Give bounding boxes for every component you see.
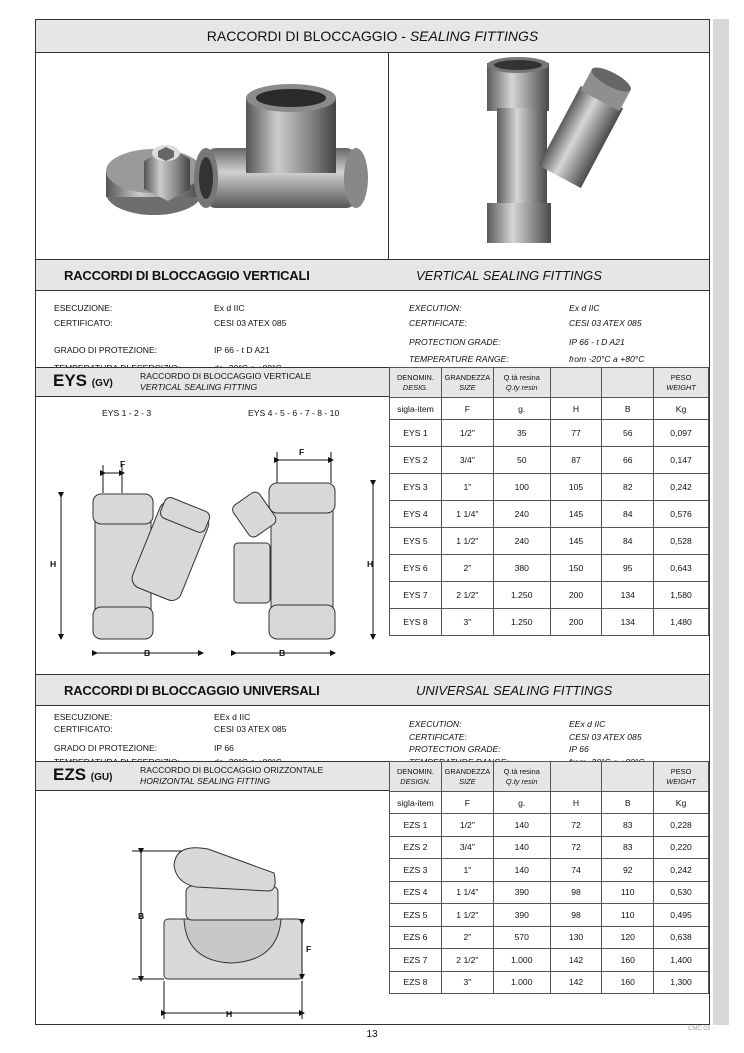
table-row <box>390 528 709 555</box>
table-cell: 240 <box>493 528 550 555</box>
spec-label: GRADO DI PROTEZIONE: <box>54 345 158 355</box>
table-cell: 160 <box>602 949 654 972</box>
eys-table <box>389 367 709 636</box>
table-cell: 3" <box>441 971 493 994</box>
ezs-dim-h: H <box>226 1009 233 1019</box>
spec-label: CERTIFICATE: <box>409 318 467 328</box>
spec-label: EXECUTION: <box>409 719 462 729</box>
photo-vertical-fitting <box>389 53 709 259</box>
table-cell: 98 <box>550 881 602 904</box>
table-cell: 1 1/2" <box>441 528 493 555</box>
table-cell: 0,528 <box>654 528 709 555</box>
eys-dim-b-left: B <box>144 648 151 658</box>
header-cell: DENOMIN. DESIGN. <box>390 762 442 792</box>
spec-label: PROTECTION GRADE: <box>409 337 501 347</box>
table-cell: 0,147 <box>654 447 709 474</box>
spec-label: ESECUZIONE: <box>54 712 113 722</box>
spec-label: ESECUZIONE: <box>54 303 113 313</box>
table-row <box>390 949 709 972</box>
spec-label: CERTIFICATE: <box>409 732 467 742</box>
spec-value: EEx d IIC <box>214 712 251 722</box>
table-row <box>390 971 709 994</box>
title-en: SEALING FITTINGS <box>409 28 539 44</box>
photo-row <box>36 53 709 259</box>
spec-value: CESI 03 ATEX 085 <box>569 732 642 742</box>
eys-dim-h-right: H <box>367 559 374 569</box>
table-cell: 0,643 <box>654 555 709 582</box>
table-cell: 0,097 <box>654 420 709 447</box>
table-header-row <box>390 762 709 792</box>
spec-label: EXECUTION: <box>409 303 462 313</box>
spec-value: EEx d IIC <box>569 719 606 729</box>
eys-diagram <box>36 397 390 667</box>
header-cell: PESO WEIGHT <box>654 762 709 792</box>
table-cell: 0,530 <box>654 881 709 904</box>
table-row <box>390 881 709 904</box>
table-cell: 2" <box>441 926 493 949</box>
table-cell: 84 <box>602 528 654 555</box>
table-row <box>390 420 709 447</box>
table-cell: 140 <box>493 814 550 837</box>
table-cell: 56 <box>602 420 654 447</box>
unit-cell: g. <box>493 398 550 420</box>
side-bar <box>713 19 729 1025</box>
table-row <box>390 474 709 501</box>
vertical-heading-en: VERTICAL SEALING FITTINGS <box>416 268 602 283</box>
table-cell: 0,228 <box>654 814 709 837</box>
table-cell: 570 <box>493 926 550 949</box>
units-row <box>390 792 709 814</box>
spec-label: PROTECTION GRADE: <box>409 744 501 754</box>
table-cell: 0,576 <box>654 501 709 528</box>
spec-value: Ex d IIC <box>214 303 245 313</box>
spec-value: from -20°C a +80°C <box>569 354 645 364</box>
table-cell: 83 <box>602 814 654 837</box>
table-cell: 77 <box>550 420 602 447</box>
spec-value: CESI 03 ATEX 085 <box>214 318 287 328</box>
table-cell: 1" <box>441 474 493 501</box>
table-row <box>390 814 709 837</box>
unit-cell: H <box>550 398 602 420</box>
unit-cell: B <box>602 398 654 420</box>
eys-code-suffix: (GV) <box>91 378 113 389</box>
header-cell: Q.tà resina Q.ty resin <box>493 368 550 398</box>
table-cell: 240 <box>493 501 550 528</box>
table-cell: 134 <box>602 582 654 609</box>
table-cell: 2 1/2" <box>441 582 493 609</box>
unit-cell: B <box>602 792 654 814</box>
catalog-page <box>35 19 710 1025</box>
vertical-specs <box>36 291 709 367</box>
table-cell: 145 <box>550 501 602 528</box>
table-cell: EYS 1 <box>390 420 442 447</box>
photo-fittings-pair <box>36 53 389 259</box>
table-cell: 84 <box>602 501 654 528</box>
table-cell: EYS 5 <box>390 528 442 555</box>
table-cell: 1 1/4" <box>441 501 493 528</box>
spec-value: CESI 03 ATEX 085 <box>214 724 287 734</box>
unit-cell: Kg <box>654 398 709 420</box>
table-cell: 0,242 <box>654 859 709 882</box>
table-cell: EYS 3 <box>390 474 442 501</box>
ezs-dim-b: B <box>138 911 145 921</box>
table-cell: EYS 4 <box>390 501 442 528</box>
unit-cell: g. <box>493 792 550 814</box>
table-cell: 130 <box>550 926 602 949</box>
table-cell: 390 <box>493 881 550 904</box>
unit-cell: F <box>441 792 493 814</box>
table-cell: 2 1/2" <box>441 949 493 972</box>
eys-label-right: EYS 4 - 5 - 6 - 7 - 8 - 10 <box>248 408 340 418</box>
table-cell: 0,242 <box>654 474 709 501</box>
title-it: RACCORDI DI BLOCCAGGIO - <box>206 28 410 44</box>
table-row <box>390 926 709 949</box>
table-cell: 150 <box>550 555 602 582</box>
table-cell: 2" <box>441 555 493 582</box>
table-cell: EYS 6 <box>390 555 442 582</box>
table-cell: 380 <box>493 555 550 582</box>
table-cell: 140 <box>493 836 550 859</box>
table-cell: 390 <box>493 904 550 927</box>
table-cell: EZS 6 <box>390 926 442 949</box>
table-row <box>390 447 709 474</box>
spec-label: GRADO DI PROTEZIONE: <box>54 743 158 753</box>
table-cell: 142 <box>550 949 602 972</box>
header-cell: PESO WEIGHT <box>654 368 709 398</box>
table-cell: 35 <box>493 420 550 447</box>
table-cell: 1.000 <box>493 949 550 972</box>
header-cell <box>602 762 654 792</box>
eys-code-text: EYS <box>53 371 88 390</box>
ezs-code-text: EZS <box>53 765 87 784</box>
header-cell <box>602 368 654 398</box>
table-cell: EZS 1 <box>390 814 442 837</box>
table-cell: 142 <box>550 971 602 994</box>
table-cell: 66 <box>602 447 654 474</box>
table-row <box>390 904 709 927</box>
table-cell: 110 <box>602 904 654 927</box>
table-cell: 145 <box>550 528 602 555</box>
table-cell: EZS 2 <box>390 836 442 859</box>
unit-cell: H <box>550 792 602 814</box>
header-cell: Q.tà resina Q.ty resin <box>493 762 550 792</box>
spec-value: IP 66 <box>214 743 234 753</box>
header-cell: GRANDEZZA SIZE <box>441 762 493 792</box>
table-cell: 0,220 <box>654 836 709 859</box>
table-cell: 87 <box>550 447 602 474</box>
table-row <box>390 859 709 882</box>
table-cell: 120 <box>602 926 654 949</box>
unit-cell: sigla-item <box>390 398 442 420</box>
table-cell: 140 <box>493 859 550 882</box>
eys-label-left: EYS 1 - 2 - 3 <box>102 408 152 418</box>
header-cell <box>550 368 602 398</box>
spec-value: Ex d IIC <box>569 303 600 313</box>
table-cell: 1.250 <box>493 582 550 609</box>
ezs-dim-f: F <box>306 944 312 954</box>
header-cell: GRANDEZZA SIZE <box>441 368 493 398</box>
spec-label: CERTIFICATO: <box>54 724 113 734</box>
eys-dim-f-left: F <box>120 459 126 469</box>
universal-heading-en: UNIVERSAL SEALING FITTINGS <box>416 683 613 698</box>
table-row <box>390 501 709 528</box>
header-cell <box>550 762 602 792</box>
spec-value: IP 66 <box>569 744 589 754</box>
eys-dim-f-right: F <box>299 447 305 457</box>
table-cell: 72 <box>550 836 602 859</box>
ezs-code <box>53 765 112 785</box>
eys-desc-it: RACCORDO DI BLOCCAGGIO VERTICALE <box>140 371 312 381</box>
table-cell: 0,495 <box>654 904 709 927</box>
table-cell: 83 <box>602 836 654 859</box>
table-header-row <box>390 368 709 398</box>
table-cell: 98 <box>550 904 602 927</box>
table-cell: EYS 8 <box>390 609 442 636</box>
table-cell: 95 <box>602 555 654 582</box>
table-cell: 1/2" <box>441 420 493 447</box>
eys-desc <box>140 371 311 393</box>
table-cell: EZS 8 <box>390 971 442 994</box>
table-cell: 105 <box>550 474 602 501</box>
table-cell: 200 <box>550 609 602 636</box>
eys-code <box>53 371 113 391</box>
footer-code: CMC 03 <box>687 1026 710 1032</box>
unit-cell: sigla-item <box>390 792 442 814</box>
ezs-desc-en: HORIZONTAL SEALING FITTING <box>140 776 271 786</box>
page-title <box>36 20 709 53</box>
table-cell: EYS 2 <box>390 447 442 474</box>
table-cell: 0,638 <box>654 926 709 949</box>
spec-value: IP 66 - t D A21 <box>569 337 625 347</box>
page-number: 13 <box>366 1029 378 1040</box>
table-cell: 1" <box>441 859 493 882</box>
table-cell: 110 <box>602 881 654 904</box>
table-cell: EZS 5 <box>390 904 442 927</box>
ezs-diagram <box>36 791 390 1024</box>
spec-value: IP 66 - t D A21 <box>214 345 270 355</box>
table-cell: 134 <box>602 609 654 636</box>
table-cell: 82 <box>602 474 654 501</box>
eys-dim-b-right: B <box>279 648 286 658</box>
unit-cell: Kg <box>654 792 709 814</box>
table-cell: 1,580 <box>654 582 709 609</box>
table-cell: 1 1/2" <box>441 904 493 927</box>
units-row <box>390 398 709 420</box>
table-cell: EZS 4 <box>390 881 442 904</box>
table-row <box>390 836 709 859</box>
table-cell: 3/4" <box>441 447 493 474</box>
table-cell: 1,480 <box>654 609 709 636</box>
table-cell: EZS 3 <box>390 859 442 882</box>
table-cell: 200 <box>550 582 602 609</box>
table-cell: 1,300 <box>654 971 709 994</box>
spec-label: CERTIFICATO: <box>54 318 113 328</box>
table-cell: EYS 7 <box>390 582 442 609</box>
table-cell: 1,400 <box>654 949 709 972</box>
ezs-table <box>389 761 709 994</box>
table-cell: 74 <box>550 859 602 882</box>
vertical-heading <box>36 259 709 291</box>
table-cell: 1.250 <box>493 609 550 636</box>
table-cell: 3" <box>441 609 493 636</box>
table-cell: 160 <box>602 971 654 994</box>
table-row <box>390 582 709 609</box>
table-row <box>390 609 709 636</box>
spec-label: TEMPERATURE RANGE: <box>409 354 509 364</box>
spec-value: CESI 03 ATEX 085 <box>569 318 642 328</box>
table-cell: 92 <box>602 859 654 882</box>
table-cell: 1.000 <box>493 971 550 994</box>
ezs-code-suffix: (GU) <box>90 772 113 783</box>
universal-heading <box>36 674 709 706</box>
ezs-desc <box>140 765 323 787</box>
table-cell: 50 <box>493 447 550 474</box>
eys-desc-en: VERTICAL SEALING FITTING <box>140 382 258 392</box>
table-cell: EZS 7 <box>390 949 442 972</box>
universal-heading-it: RACCORDI DI BLOCCAGGIO UNIVERSALI <box>64 683 320 698</box>
table-cell: 100 <box>493 474 550 501</box>
vertical-heading-it: RACCORDI DI BLOCCAGGIO VERTICALI <box>64 268 310 283</box>
table-cell: 3/4" <box>441 836 493 859</box>
header-cell: DENOMIN. DESIG. <box>390 368 442 398</box>
unit-cell: F <box>441 398 493 420</box>
table-row <box>390 555 709 582</box>
ezs-desc-it: RACCORDO DI BLOCCAGGIO ORIZZONTALE <box>140 765 324 775</box>
eys-dim-h-left: H <box>50 559 57 569</box>
table-cell: 1 1/4" <box>441 881 493 904</box>
table-cell: 1/2" <box>441 814 493 837</box>
table-cell: 72 <box>550 814 602 837</box>
